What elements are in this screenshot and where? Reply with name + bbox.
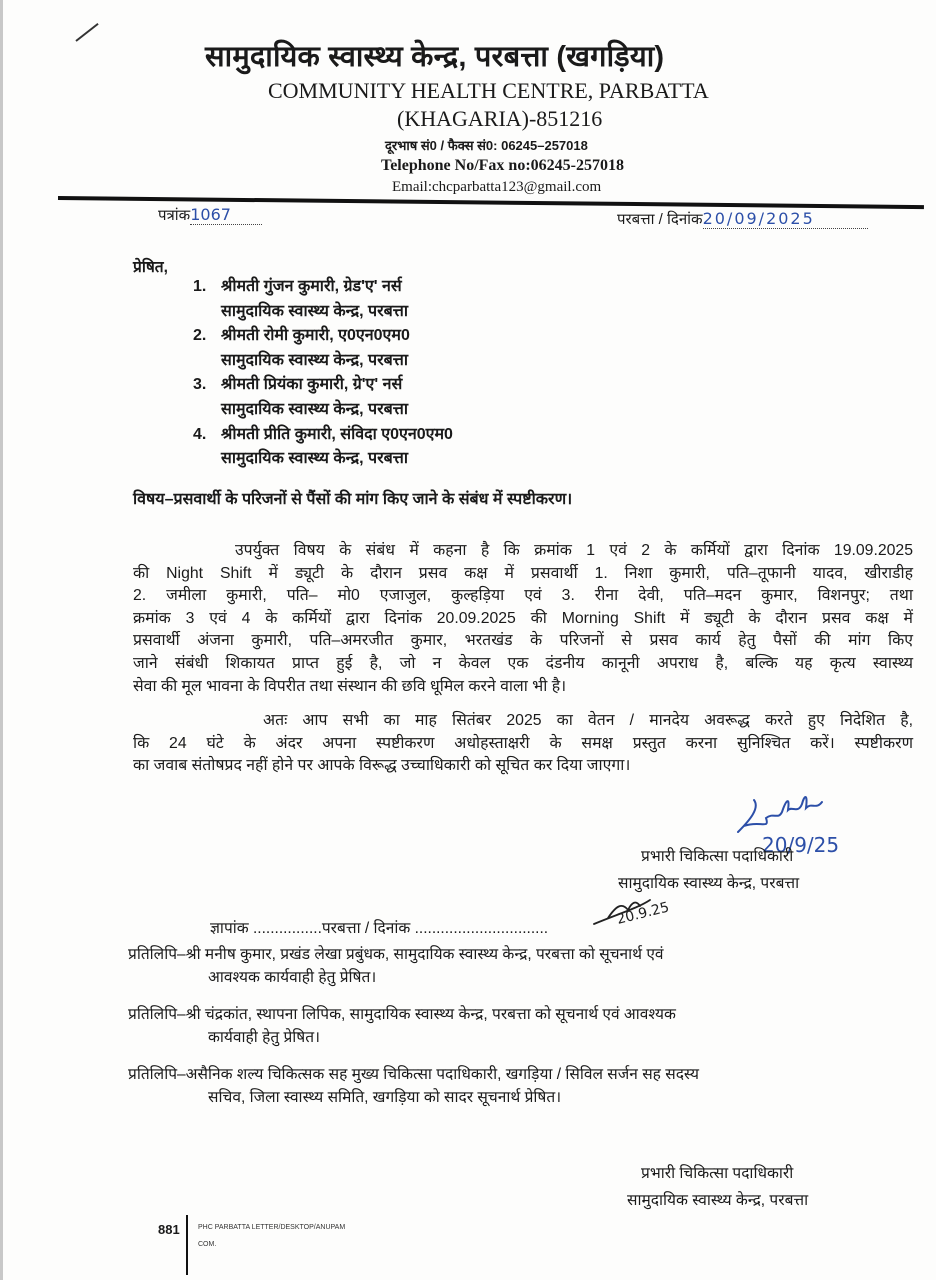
addressee-place: सामुदायिक स्वास्थ्य केन्द्र, परबत्ता xyxy=(221,450,408,468)
footer-path-line: COM. xyxy=(198,1241,217,1248)
letterhead-title-hindi: सामुदायिक स्वास्थ्य केन्द्र, परबत्ता (खगड़िया) xyxy=(205,41,665,73)
letterhead-phone-hindi: दूरभाष सं0 / फैक्स सं0: 06245–257018 xyxy=(385,138,588,153)
letterhead-title-english: COMMUNITY HEALTH CENTRE, PARBATTA xyxy=(268,78,709,103)
copy-line: प्रतिलिपि–असैनिक शल्य चिकित्सक सह मुख्य चिकित्सा पदाधिकारी, खगड़िया / सिविल सर्जन सह सदस्य xyxy=(128,1066,699,1083)
addressee-place: सामुदायिक स्वास्थ्य केन्द्र, परबत्ता xyxy=(221,351,408,369)
addressee-name: श्रीमती रोमी कुमारी, ए0एन0एम0 xyxy=(221,327,410,345)
addressee-list xyxy=(193,275,453,472)
addressees-heading: प्रेषित, xyxy=(133,259,168,276)
addressee-name: श्रीमती प्रियंका कुमारी, ग्रे'ए' नर्स xyxy=(221,376,403,394)
copy-line: प्रतिलिपि–श्री मनीष कुमार, प्रखंड लेखा प्रबुंधक, सामुदायिक स्वास्थ्य केन्द्र, परबत्ता को सूचनार्थ एवं xyxy=(128,946,664,963)
footer-path-line: PHC PARBATTA LETTER/DESKTOP/ANUPAM xyxy=(198,1224,346,1231)
addressee-place: सामुदायिक स्वास्थ्य केन्द्र, परबत्ता xyxy=(221,302,408,320)
addressee-item xyxy=(193,373,453,422)
memo-number-line: ज्ञापांक ................परबत्ता / दिनांक ............................... xyxy=(210,920,549,937)
footer-number: 881 xyxy=(158,1222,180,1237)
addressee-number: 3. xyxy=(193,376,207,394)
footer-signatory-office: सामुदायिक स्वास्थ्य केन्द्र, परबत्ता xyxy=(627,1192,809,1209)
reference-number xyxy=(158,205,262,225)
reference-label: पत्रांक xyxy=(158,207,191,224)
initials-date: 20.9.25 xyxy=(615,899,671,928)
body-line: सेवा की मूल भावना के विपरीत तथा संस्थान की छवि धूमिल करने वाला भी है। xyxy=(133,677,567,695)
addressee-number: 4. xyxy=(193,425,207,443)
reference-value: 1067 xyxy=(190,205,262,225)
date-value: 20/09/2025 xyxy=(703,209,868,229)
body-line: का जवाब संतोषप्रद नहीं होने पर आपके विरूद्ध उच्चाधिकारी को सूचित कर दिया जाएगा। xyxy=(133,757,631,775)
body-line: प्रसवार्थी अंजना कुमारी, पति–अमरजीत कुमार, भरतखंड के परिजनों से प्रसव कार्य हेतु पैसों की मांग किए xyxy=(133,632,913,650)
addressee-item xyxy=(193,423,453,472)
copy-line: सचिव, जिला स्वास्थ्य समिति, खगड़िया को सादर सूचनार्थ प्रेषित। xyxy=(208,1089,562,1106)
handwritten-initials xyxy=(588,880,728,930)
date-label: परबत्ता / दिनांक xyxy=(617,211,703,228)
body-line: कि 24 घंटे के अंदर अपना स्पष्टीकरण अधोहस्ताक्षरी के समक्ष प्रस्तुत करना सुनिश्चित करें। स्पष्टीकरण xyxy=(133,734,913,752)
signature-date: 20/9/25 xyxy=(762,833,840,857)
letterhead-phone-english: Telephone No/Fax no:06245-257018 xyxy=(381,157,624,174)
reference-date xyxy=(617,209,868,229)
letterhead-email: Email:chcparbatta123@gmail.com xyxy=(392,179,602,195)
footer-signatory-designation: प्रभारी चिकित्सा पदाधिकारी xyxy=(641,1165,794,1182)
body-line: 2. जमीला कुमारी, पति– मो0 एजाजुल, कुल्हड़िया एवं 3. रीना देवी, पति–मदन कुमार, विशनपुर; तथा xyxy=(133,587,913,605)
addressee-place: सामुदायिक स्वास्थ्य केन्द्र, परबत्ता xyxy=(221,400,408,418)
addressee-number: 1. xyxy=(193,278,207,295)
signatory-office: सामुदायिक स्वास्थ्य केन्द्र, परबत्ता xyxy=(618,875,800,892)
body-line: जाने संबंधी शिकायत प्राप्त हुई है, जो न केवल एक दंडनीय कानूनी अपराध है, बल्कि यह कृत्य स्वास्थ्य xyxy=(133,654,913,672)
body-line: उपर्युक्त विषय के संबंध में कहना है कि क्रमांक 1 एवं 2 के कर्मियों द्वारा दिनांक 19.09.2025 xyxy=(235,542,913,559)
copy-line: कार्यवाही हेतु प्रेषित। xyxy=(208,1029,320,1046)
addressee-item xyxy=(193,324,453,373)
copy-recipient xyxy=(128,1063,918,1109)
footer-path xyxy=(198,1219,345,1253)
copy-recipient xyxy=(128,943,918,989)
copy-line: प्रतिलिपि–श्री चंद्रकांत, स्थापना लिपिक, सामुदायिक स्वास्थ्य केन्द्र, परबत्ता को सूचनार्थ एवं आवश्यक xyxy=(128,1006,676,1023)
subject-line: विषय–प्रसवार्थी के परिजनों से पैंसों की मांग किए जाने के संबंध में स्पष्टीकरण। xyxy=(133,491,573,508)
addressee-item xyxy=(193,275,453,324)
copy-line: आवश्यक कार्यवाही हेतु प्रेषित। xyxy=(208,969,377,986)
pen-mark xyxy=(75,23,98,42)
signatory-designation: प्रभारी चिकित्सा पदाधिकारी xyxy=(641,848,794,865)
page-edge xyxy=(0,0,3,1280)
copy-recipient xyxy=(128,1003,918,1049)
addressee-name: श्रीमती प्रीति कुमारी, संविदा ए0एन0एम0 xyxy=(221,425,453,443)
letterhead-location: (KHAGARIA)-851216 xyxy=(397,106,603,131)
body-line: क्रमांक 3 एवं 4 के कर्मियों द्वारा दिनांक 20.09.2025 की Morning Shift में ड्यूटी के दौरान प्रसव कक्ष में xyxy=(133,609,913,627)
body-line: अतः आप सभी का माह सितंबर 2025 का वेतन / मानदेय अवरूद्ध करते हुए निदेशित है, xyxy=(263,712,913,729)
body-line: की Night Shift में ड्यूटी के दौरान प्रसव कक्ष में प्रसवार्थी 1. निशा कुमारी, पति–तूफानी यादव, खीराडीह xyxy=(133,564,913,582)
addressee-name: श्रीमती गुंजन कुमारी, ग्रेड'ए' नर्स xyxy=(221,278,402,295)
body-paragraph-2 xyxy=(133,710,913,778)
body-paragraph-1 xyxy=(133,540,913,698)
addressee-number: 2. xyxy=(193,327,207,345)
footer-divider xyxy=(186,1215,188,1275)
